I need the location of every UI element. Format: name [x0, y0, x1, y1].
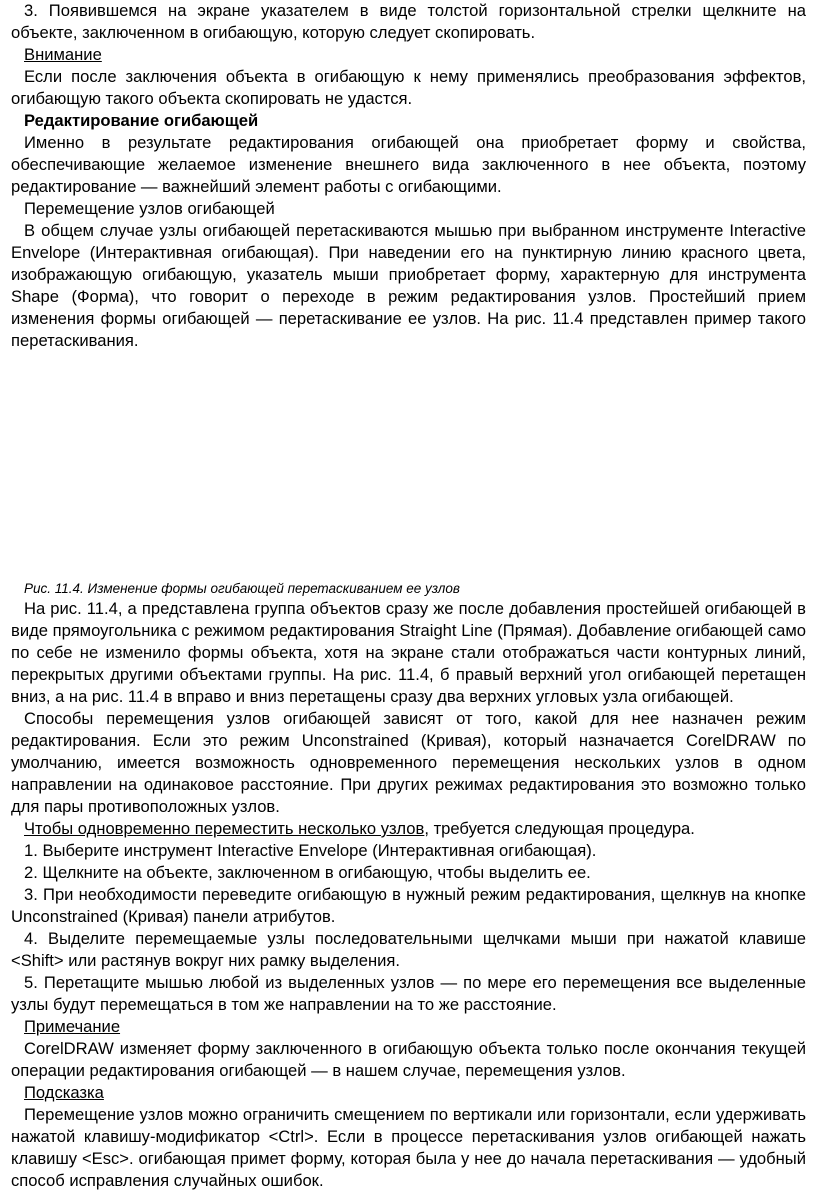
paragraph: Именно в результате редактирования огибающей она приобретает форму и свойства, обеспечивающие желаемое изменение внешнего вида заключенного в нее объекта, поэтому редактирование — важнейший элемент работы с огибающими. [11, 133, 806, 196]
paragraph: 3. При необходимости переведите огибающую в нужный режим редактирования, щелкнув на кнопке Unconstrained (Кривая) панели атрибутов. [11, 885, 806, 926]
procedure-title: Чтобы одновременно переместить несколько узлов [24, 819, 425, 838]
section-label: Внимание [24, 45, 102, 64]
paragraph: Способы перемещения узлов огибающей зависят от того, какой для нее назначен режим редактирования. Если это режим Unconstrained (Кривая), который назначается CorelDRAW по умолчанию, имеется возможность одновременного перемещения нескольких узлов в одном направлении на одинаковое расстояние. При других режимах редактирования это возможно только для пары противоположных узлов. [11, 709, 806, 816]
procedure-intro [11, 818, 806, 840]
paragraph: 5. Перетащите мышью любой из выделенных узлов — по мере его перемещения все выделенные узлы будут перемещаться в том же направлении на то же расстояние. [11, 973, 806, 1014]
paragraph: Перемещение узлов можно ограничить смещением по вертикали или горизонтали, если удерживать нажатой клавишу-модификатор <Ctrl>. Если в процессе перетаскивания узлов огибающей нажать клавишу <Esc>. огибающая примет форму, которая была у нее до начала перетаскивания — удобный способ исправления случайных ошибок. [11, 1105, 806, 1190]
paragraph: Если после заключения объекта в огибающую к нему применялись преобразования эффектов, огибающую такого объекта скопировать не удастся. [11, 67, 806, 108]
paragraph: CorelDRAW изменяет форму заключенного в огибающую объекта только после окончания текущей операции редактирования огибающей — в нашем случае, перемещения узлов. [11, 1039, 806, 1080]
paragraph: 4. Выделите перемещаемые узлы последовательными щелчками мыши при нажатой клавише <Shift> или растянув вокруг них рамку выделения. [11, 929, 806, 970]
text-section-bottom [11, 598, 806, 1192]
figure-placeholder [11, 352, 806, 580]
paragraph: 1. Выберите инструмент Interactive Envelope (Интерактивная огибающая). [24, 841, 597, 860]
subsection-heading: Перемещение узлов огибающей [24, 199, 275, 218]
paragraph: На рис. 11.4, а представлена группа объектов сразу же после добавления простейшей огибающей в виде прямоугольника с режимом редактирования Straight Line (Прямая). Добавление огибающей само по себе не изменило формы объекта, хотя на экране стали отображаться части контурных линий, перекрытых другими объектами группы. На рис. 11.4, б правый верхний угол огибающей перетащен вниз, а на рис. 11.4 в вправо и вниз перетащены сразу два верхних угловых узла огибающей. [11, 599, 806, 706]
paragraph: 2. Щелкните на объекте, заключенном в огибающую, чтобы выделить ее. [24, 863, 591, 882]
paragraph: 3. Появившемся на экране указателем в виде толстой горизонтальной стрелки щелкните на объекте, заключенном в огибающую, которую следует скопировать. [11, 1, 806, 42]
procedure-intro-rest: , требуется следующая процедура. [424, 819, 695, 838]
paragraph: В общем случае узлы огибающей перетаскиваются мышью при выбранном инструменте Interactive Envelope (Интерактивная огибающая). При наведении его на пунктирную линию красного цвета, изображающую огибающую, указатель мыши приобретает форму, характерную для инструмента Shape (Форма), что говорит о переходе в режим редактирования узлов. Простейший прием изменения формы огибающей — перетаскивание ее узлов. На рис. 11.4 представлен пример такого перетаскивания. [11, 221, 806, 350]
figure-caption: Рис. 11.4. Изменение формы огибающей перетаскиванием ее узлов [24, 581, 460, 596]
section-heading: Редактирование огибающей [24, 111, 259, 130]
document-page [11, 0, 806, 1192]
text-section-top [11, 0, 806, 352]
section-label: Примечание [24, 1017, 121, 1036]
section-label: Подсказка [24, 1083, 104, 1102]
